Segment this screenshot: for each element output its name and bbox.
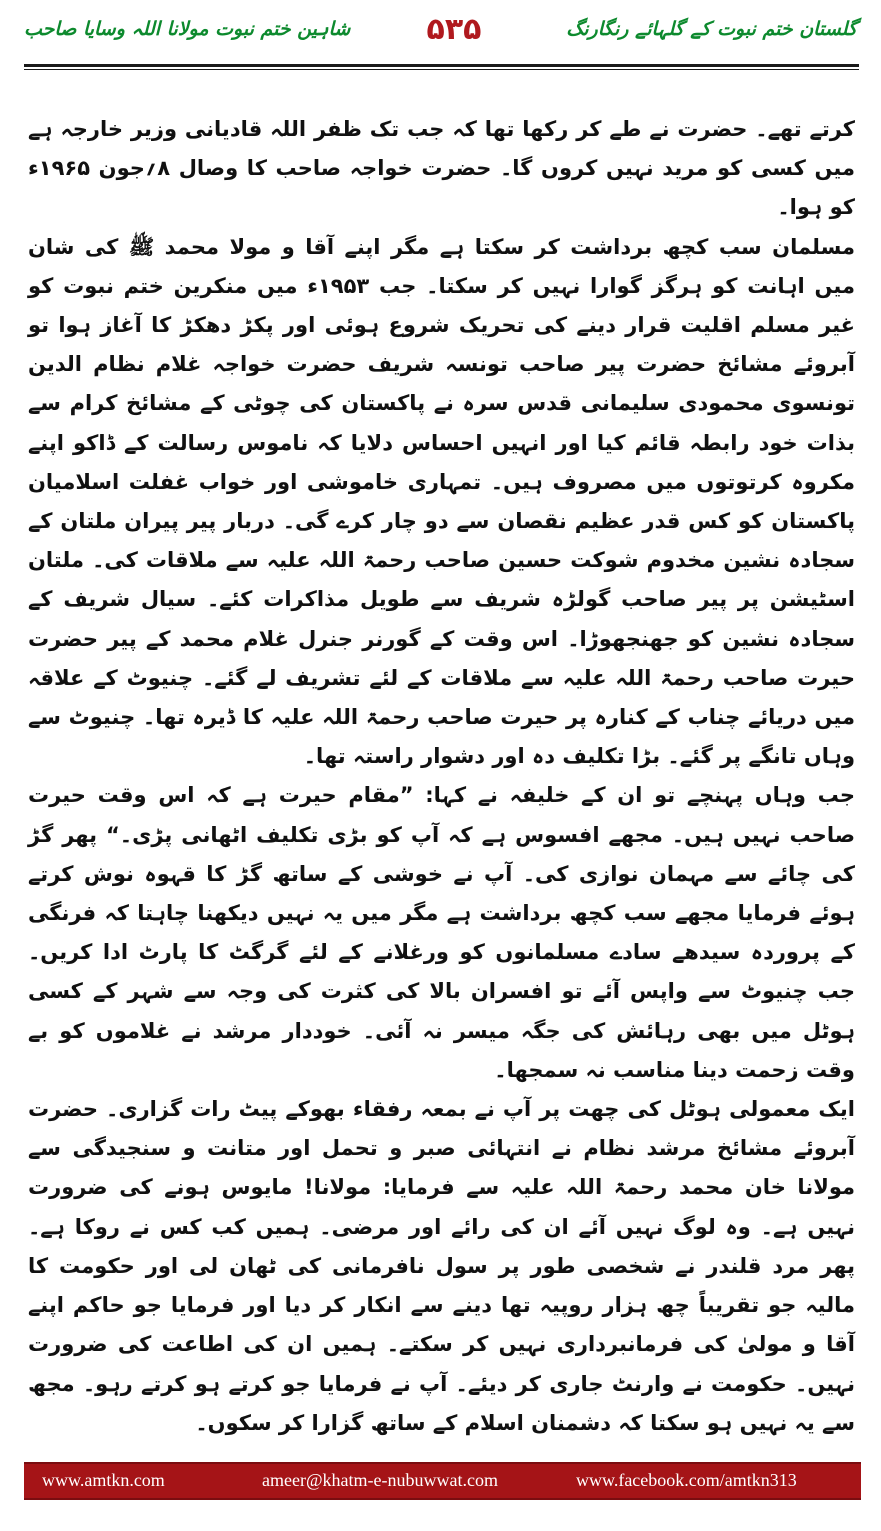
header-divider-thin [24,69,859,70]
footer-email-link[interactable]: ameer@khatm-e-nubuwwat.com [262,1470,498,1490]
page-body [28,110,855,1443]
footer-website-link[interactable]: www.amtkn.com [42,1470,165,1490]
paragraph: مسلمان سب کچھ برداشت کر سکتا ہے مگر اپنے آقا و مولا محمد ﷺ کی شان میں اہانت کو ہرگز گوارا نہیں کر سکتا۔ جب ۱۹۵۳ء میں منکرین ختم نبوت کو غیر مسلم اقلیت قرار دینے کی تحریک شروع ہوئی اور پکڑ دھکڑ کا آغاز ہوا تو آبروئے مشائخ حضرت پیر صاحب تونسہ شریف حضرت خواجہ غلام نظام الدین تونسوی محمودی سلیمانی قدس سرہ نے پاکستان کی چوٹی کے مشائخ کرام سے بذات خود رابطہ قائم کیا اور انہیں احساس دلایا کہ ناموس رسالت کے ڈاکو اپنے مکروہ کرتوتوں میں مصروف ہیں۔ تمہاری خاموشی اور خواب غفلت اسلامیان پاکستان کو کس قدر عظیم نقصان سے دو چار کرے گی۔ دربار پیر پیران ملتان کے سجادہ نشین مخدوم شوکت حسین صاحب رحمۃ اللہ علیہ سے ملاقات کی۔ ملتان اسٹیشن پر پیر صاحب گولڑہ شریف سے طویل مذاکرات کئے۔ سیال شریف کے سجادہ نشین کو جھنجھوڑا۔ اس وقت کے گورنر جنرل غلام محمد کے پیر حضرت حیرت صاحب رحمۃ اللہ علیہ سے ملاقات کے لئے تشریف لے گئے۔ چنیوٹ کے علاقہ میں دریائے چناب کے کنارہ پر حیرت صاحب رحمۃ اللہ علیہ کا ڈیرہ تھا۔ چنیوٹ سے وہاں تانگے پر گئے۔ بڑا تکلیف دہ اور دشوار راستہ تھا۔ [28,234,855,769]
paragraph: جب وہاں پہنچے تو ان کے خلیفہ نے کہا: ”مقام حیرت ہے کہ اس وقت حیرت صاحب نہیں ہیں۔ مجھے افسوس ہے کہ آپ کو بڑی تکلیف اٹھانی پڑی۔“ پھر گڑ کی چائے سے مہمان نوازی کی۔ آپ نے خوشی کے ساتھ گڑ کا قہوہ نوش کرتے ہوئے فرمایا مجھے سب کچھ برداشت ہے مگر میں یہ نہیں دیکھنا چاہتا کہ فرنگی کے پروردہ سیدھے سادے مسلمانوں کو ورغلانے کے لئے گرگٹ کا پارٹ ادا کریں۔ جب چنیوٹ سے واپس آئے تو افسران بالا کی کثرت کی وجہ سے شہر کے کسی ہوٹل میں بھی رہائش کی جگہ میسر نہ آئی۔ خوددار مرشد نے غلاموں کو بے وقت زحمت دینا مناسب نہ سمجھا۔ [28,783,855,1082]
header-divider [24,64,859,67]
header-author-title: شاہین ختم نبوت مولانا اللہ وسایا صاحب [24,18,351,40]
header-book-title: گلستان ختم نبوت کے گلہائے رنگارنگ [566,18,857,40]
page-header [24,14,857,64]
paragraph: ایک معمولی ہوٹل کی چھت پر آپ نے بمعہ رفقاء بھوکے پیٹ رات گزاری۔ حضرت آبروئے مشائخ مرشد نظام نے انتہائی صبر و تحمل اور متانت و سنجیدگی سے مولانا خان محمد رحمۃ اللہ علیہ سے فرمایا: مولانا! مایوس ہونے کی ضرورت نہیں ہے۔ وہ لوگ نہیں آئے ان کی رائے اور مرضی۔ ہمیں کب کس نے روکا ہے۔ پھر مرد قلندر نے شخصی طور پر سول نافرمانی کی ٹھان لی اور حکومت کا مالیہ جو تقریباً چھ ہزار روپیہ تھا دینے سے انکار کر دیا اور فرمایا جو حاکم اپنے آقا و مولیٰ کی فرمانبرداری نہیں کر سکتے۔ ہمیں ان کی اطاعت کی ضرورت نہیں۔ حکومت نے وارنٹ جاری کر دیئے۔ آپ نے فرمایا جو کرتے ہو کرتے رہو۔ مجھ سے یہ نہیں ہو سکتا کہ دشمنان اسلام کے ساتھ گزارا کر سکوں۔ [28,1097,855,1435]
paragraph: کرتے تھے۔ حضرت نے طے کر رکھا تھا کہ جب تک ظفر اللہ قادیانی وزیر خارجہ ہے میں کسی کو مرید نہیں کروں گا۔ حضرت خواجہ صاحب کا وصال ۸؍جون ۱۹۶۵ء کو ہوا۔ [28,117,855,220]
page-number: ۵۳۵ [426,12,482,47]
footer-facebook-link[interactable]: www.facebook.com/amtkn313 [576,1470,797,1490]
footer-bar [24,1462,861,1500]
